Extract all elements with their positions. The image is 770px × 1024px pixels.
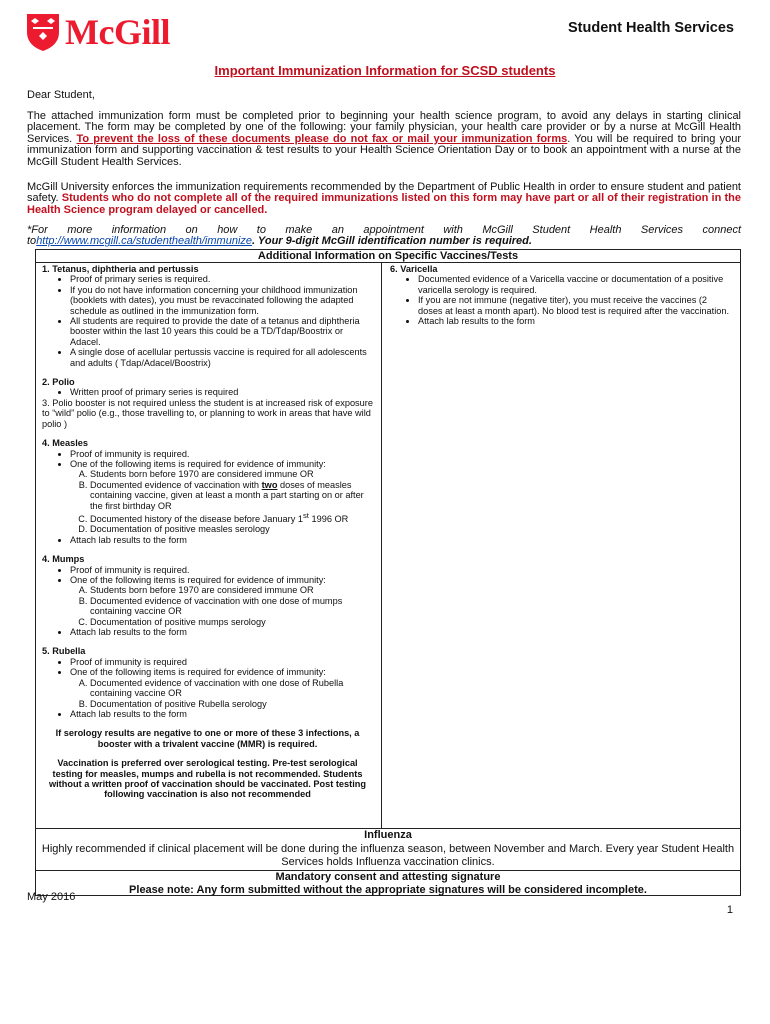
immunize-link[interactable]: http://www.mcgill.ca/studenthealth/immunize: [36, 235, 253, 248]
list-item: • Attach lab results to the form: [70, 535, 373, 545]
rubella-sublist: [70, 678, 373, 709]
sub-item-text: doses of measles containing vaccine, given at least a month a part starting on or after the first birthday OR: [90, 479, 364, 511]
rubella-list: [42, 657, 373, 719]
emphasis-two: two: [261, 479, 278, 490]
section-polio-title: 2. Polio: [42, 377, 75, 388]
vaccine-info-table: [35, 249, 741, 896]
list-item: [70, 575, 373, 627]
mcgill-wordmark: McGill: [65, 12, 170, 52]
sub-item-text: Documented history of the disease before January 1: [90, 514, 303, 524]
right-column: [382, 262, 740, 828]
paragraph-intro: [27, 111, 741, 168]
paragraph-requirements: [27, 182, 741, 216]
sub-item: C. Documentation of positive mumps serology: [90, 617, 373, 627]
vaccination-preference-note: Vaccination is preferred over serological testing. Pre-test serological testing for measles, mumps and rubella is not recommended. Students without a written proof of vaccination should be vaccinated. Post testing following vaccination is also not recommended: [48, 758, 366, 800]
serology-note: If serology results are negative to one or more of these 3 infections, a booster with a trivalent vaccine (MMR) is required.: [55, 728, 360, 749]
list-item: [70, 667, 373, 709]
tetanus-list: [42, 274, 373, 368]
list-item: • A single dose of acellular pertussis vaccine is required for all adolescents and adults ( Tdap/Adacel/Boostrix): [70, 347, 373, 368]
measles-sublist: [70, 469, 373, 535]
list-item: • Proof of immunity is required.: [70, 565, 373, 575]
sub-item-text: Documented evidence of vaccination with: [90, 479, 262, 490]
polio-list: [42, 387, 373, 397]
sub-item: A. Students born before 1970 are considered immune OR: [90, 469, 373, 479]
influenza-text: Highly recommended if clinical placement will be done during the influenza season, between November and March. Every year Student Health Services holds Influenza vaccination clinics.: [41, 842, 735, 868]
list-item-text: One of the following items is required for evidence of immunity:: [70, 575, 326, 586]
section-rubella-title: 5. Rubella: [42, 646, 86, 657]
mumps-sublist: [70, 585, 373, 627]
footer-date: May 2016: [27, 891, 76, 903]
appointment-text: *For more information on how to make an appointment with McGill Student Health Services connect to: [27, 224, 741, 248]
measles-list: [42, 449, 373, 546]
influenza-title: Influenza: [364, 829, 412, 841]
section-mumps-title: 4. Mumps: [42, 554, 85, 565]
paragraph-intro-text-a: The attached immunization form must be completed prior to beginning your health science program, to avoid any delays in starting clinical placement. The form may be completed by one of the following: your family physician, your health care provider or by a nurse at McGill Health Services.: [27, 110, 741, 145]
mumps-list: [42, 565, 373, 638]
mcgill-logo: [25, 12, 170, 52]
list-item-text: One of the following items is required for evidence of immunity:: [70, 667, 326, 678]
list-item: • Attach lab results to the form: [70, 627, 373, 637]
paragraph-intro-text-b: . You will be required to bring your immunization form and supporting vaccination & test results to your Health Science Orientation Day or to book an appointment with a nurse at the McGill Student Health Services.: [27, 132, 742, 168]
superscript: st: [302, 510, 309, 520]
section-varicella-title: 6. Varicella: [390, 264, 438, 274]
varicella-list: [390, 274, 732, 326]
sub-item: [90, 511, 373, 524]
paragraph-requirements-text: McGill University enforces the immunization requirements recommended by the Department of Public Health in order to ensure student and patient safety.: [27, 181, 741, 205]
sub-item: A. Documented evidence of vaccination with one dose of Rubella containing vaccine OR: [90, 678, 373, 699]
warning-registration: Students who do not complete all of the required immunizations listed on this form may have part or all of their registration in the Health Science program delayed or cancelled.: [27, 192, 741, 216]
list-item: • Written proof of primary series is required: [70, 387, 373, 397]
list-item: [70, 459, 373, 535]
influenza-section: [36, 828, 740, 898]
list-item: • Documented evidence of a Varicella vaccine or documentation of a positive varicella serology is required.: [418, 274, 732, 295]
list-item: • Proof of primary series is required.: [70, 274, 373, 284]
id-required-text: . Your 9-digit McGill identification number is required.: [252, 235, 532, 248]
department-name: Student Health Services: [568, 20, 734, 36]
left-column: [36, 262, 382, 828]
list-item: • Attach lab results to the form: [418, 316, 732, 326]
sub-item: B. Documented evidence of vaccination with one dose of mumps containing vaccine OR: [90, 596, 373, 617]
sub-item: B. Documentation of positive Rubella serology: [90, 699, 373, 709]
list-item: • If you do not have information concerning your childhood immunization (booklets with dates), you must be revaccinated following the adapted schedule as outlined in the immunization form.: [70, 285, 373, 316]
page-title: Important Immunization Information for SCSD students: [214, 63, 556, 78]
section-measles-title: 4. Measles: [42, 438, 88, 449]
sub-item: D. Documentation of positive measles serology: [90, 524, 373, 534]
sub-item-text: 1996 OR: [308, 514, 349, 524]
mandatory-consent-title: Mandatory consent and attesting signature: [36, 870, 740, 885]
list-item: • Attach lab results to the form: [70, 709, 373, 719]
list-item: • Proof of immunity is required.: [70, 449, 373, 459]
polio-booster-note: 3. Polio booster is not required unless the student is at increased risk of exposure to “wild” polio (e.g., those travelling to, or planning to work in areas that have wild polio ): [42, 397, 373, 429]
list-item: • All students are required to provide the date of a tetanus and diphtheria booster within the last 10 years this could be a TD/Tdap/Boostrix or Adacel.: [70, 316, 373, 347]
sub-item: A. Students born before 1970 are considered immune OR: [90, 585, 373, 595]
greeting: Dear Student,: [27, 89, 95, 101]
mandatory-consent-note: Please note: Any form submitted without the appropriate signatures will be considered incomplete.: [129, 884, 647, 896]
mcgill-crest-icon: [25, 12, 61, 52]
section-tetanus-title: 1. Tetanus, diphtheria and pertussis: [42, 264, 199, 274]
table-header: Additional Information on Specific Vaccines/Tests: [36, 250, 740, 263]
sub-item: [90, 480, 373, 511]
list-item-text: One of the following items is required for evidence of immunity:: [70, 458, 326, 469]
warning-fax-mail: To prevent the loss of these documents please do not fax or mail your immunization forms: [76, 132, 568, 145]
list-item: • If you are not immune (negative titer), you must receive the vaccines (2 doses at least a month apart). No blood test is required after the vaccination.: [418, 295, 732, 316]
page-number: 1: [726, 904, 733, 916]
list-item: • Proof of immunity is required: [70, 657, 373, 667]
paragraph-appointment: [27, 225, 741, 248]
